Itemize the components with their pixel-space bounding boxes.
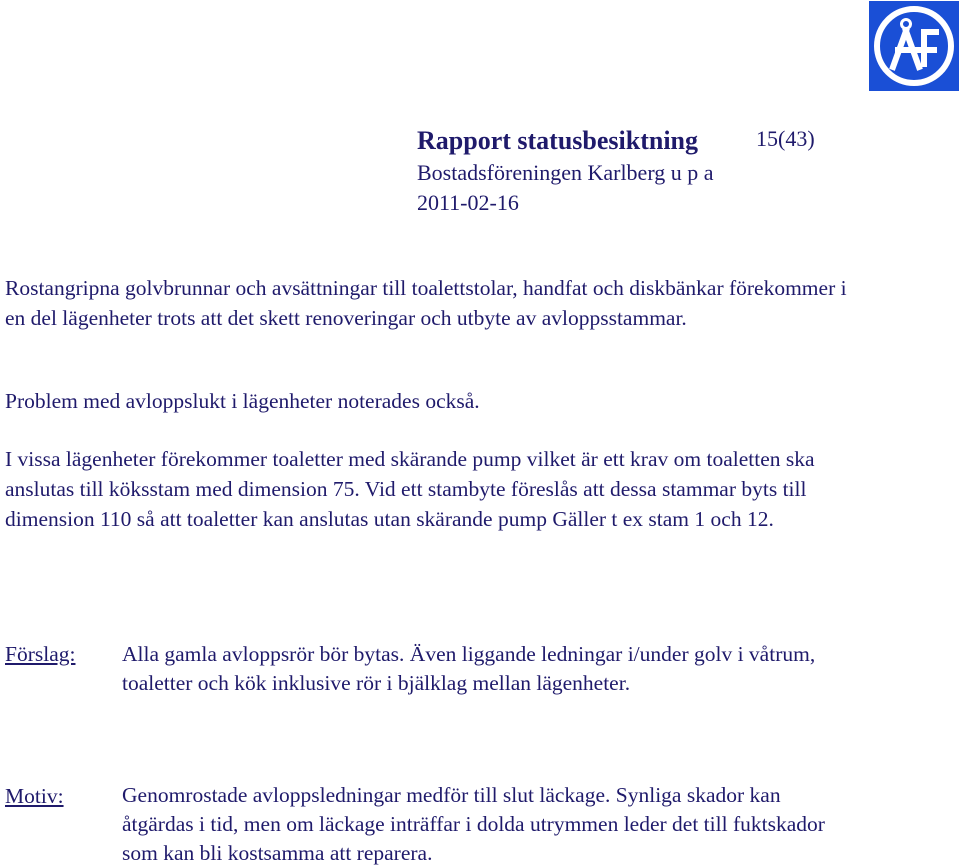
organization-name: Bostadsföreningen Karlberg u p a [417, 160, 714, 185]
paragraph-odor-problem: Problem med avloppslukt i lägenheter noterades också. [5, 389, 480, 413]
report-date: 2011-02-16 [417, 190, 519, 215]
motive-label: Motiv: [5, 784, 64, 808]
report-title: Rapport statusbesiktning [417, 126, 699, 155]
proposal-label: Förslag: [5, 642, 76, 666]
paragraph-macerator-toilets: I vissa lägenheter förekommer toaletter med skärande pump vilket är ett krav om toaletten ska anslutas till köksstam med dimension 75. Vid ett stambyte föreslås att dessa stammar byts till dimension 110 så att toaletter kan anslutas utan skärande pump Gäller t ex stam 1 och 12. [5, 447, 815, 531]
header-title-row [417, 124, 837, 160]
company-logo [869, 1, 959, 91]
document-header [417, 124, 837, 215]
af-logo-icon [869, 1, 959, 91]
paragraph-corroded-drains: Rostangripna golvbrunnar och avsättningar till toalettstolar, handfat och diskbänkar förekommer i en del lägenheter trots att det skett renoveringar och utbyte av avloppsstammar. [5, 276, 847, 330]
motive-text: Genomrostade avloppsledningar medför till slut läckage. Synliga skador kan åtgärdas i tid, men om läckage inträffar i dolda utrymmen leder det till fuktskador som kan bli kostsamma att reparera. [122, 783, 825, 865]
proposal-text: Alla gamla avloppsrör bör bytas. Även liggande ledningar i/under golv i våtrum, toaletter och kök inklusive rör i bjälklag mellan lägenheter. [122, 642, 816, 695]
page-number: 15(43) [756, 126, 815, 151]
